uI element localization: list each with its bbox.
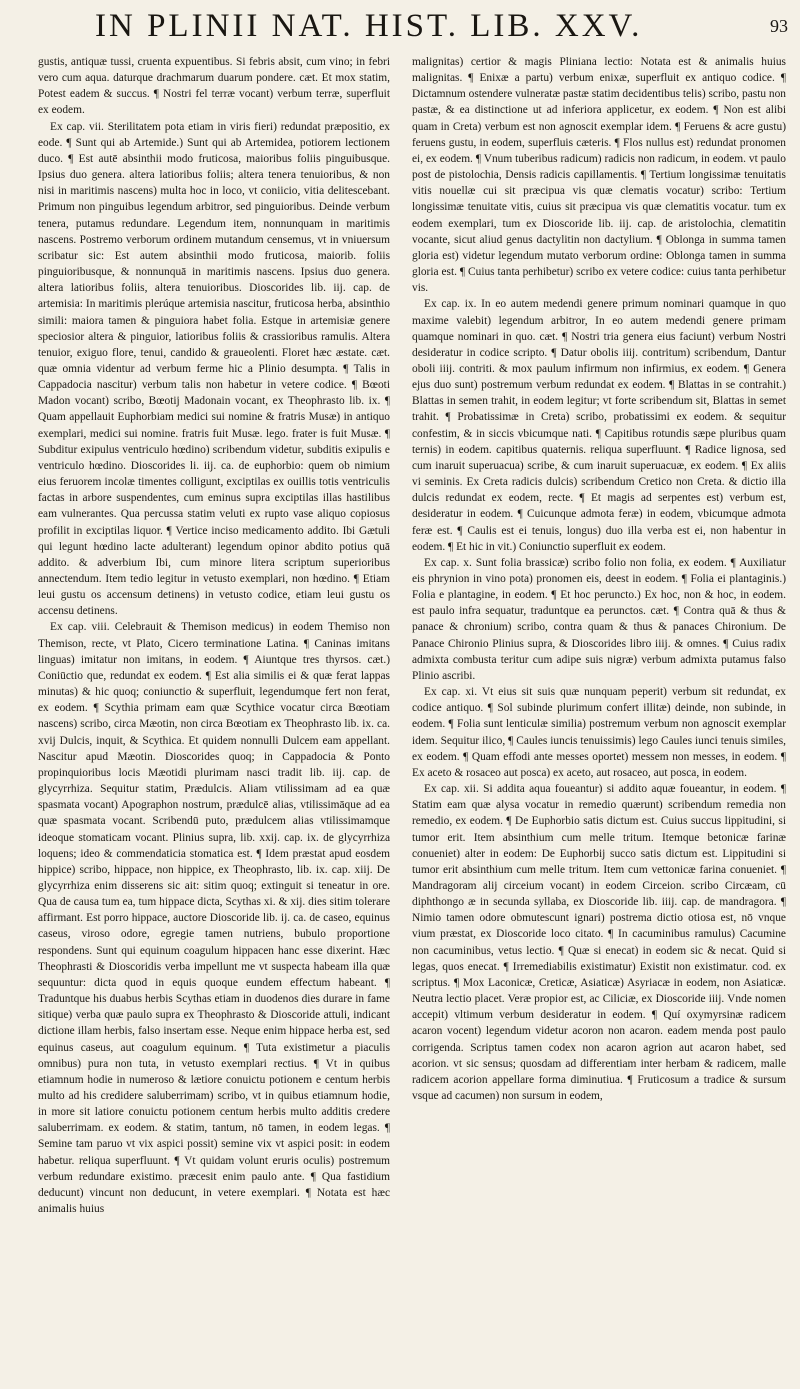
paragraph: Ex cap. ix. In eo autem medendi genere primum nominari quamque in quo maxime valebit) legendum arbitror, In eo autem medendi genere primam quamque nominari in quo. cæt. ¶ Nostri tria genera eius faciunt) verbum Nostri desideratur in codice scripto. ¶ Datur obolis iiij. contritum) scribendum, Dantur oboli iiij. contriti. & mox paulum infirmum non infirmius, ex eodem. ¶ Genera ejus duo sunt) postremum verbum redundat ex eodem. ¶ Blattas in se contrahit.) Blattas in semen trahit, in eodem legitur; vt forte scribendum sit, Blattas in semet trahit. ¶ Probatissimæ in Creta) scribo, probatissimi ex eodem. & sequitur confestim, & in siccis vbicumque nati. ¶ Capitibus rotundis sæpe pluribus quam ternis) in eodem. capitibus quaternis. reliqua superfluunt. ¶ Radice lignosa, sed cum inaruit superuacua) scribe, & cum inaruit superuacuæ, ex eodem. ¶ Ex aliis vi seminis. Ex Creta radicis dulcis) scribendum Cretico non Creta. & dictio illa dulcis redundat ex eodem, recte. ¶ Et magis ad serpentes est) verbum est, desideratur in eodem. ¶ Cuicunque admota feræ) in eodem, vbicumque admota feræ est. ¶ Caulis est ei tenuis, longus) duo illa verba est ei, non habentur in eodem. ¶ Et hic in vit.) Coniunctio superfluit ex eodem. (412, 298, 786, 553)
page-header (0, 6, 800, 50)
column-gutter (398, 56, 399, 1376)
paragraph: Ex cap. x. Sunt folia brassicæ) scribo folio non folia, ex eodem. ¶ Auxiliatur eis phrynion in vino pota) pronomen eis, deest in eodem. ¶ Folia ei plantaginis.) Folia e plantagine, in eodem. ¶ Et hoc peruncto.) Ex hoc, non & hoc, in eodem. est paulo infra sequatur, traduntque ea perunctos. cæt. ¶ Contra quā & thus & panace & chronium) scribo, contra quam & thus & panaces Chironium. De Panace Chironio Plinius supra, & Dioscorides libro iiij. & omnes. ¶ Cuius radix admixta combusta teritur cum adipe suis nigræ) verbum admixta putamus falso Plinio ascribi. (412, 556, 786, 682)
page-number: 93 (770, 16, 788, 36)
paragraph: Ex cap. vii. Sterilitatem pota etiam in viris fieri) redundat præpositio, ex eode. ¶ Sunt qui ab Artemide.) Sunt qui ab Artemidea, potiorem lectionem duco. ¶ Est autē absinthii modo fruticosa, maioribus foliis pinguibusque. Ipsius duo genera. altera latioribus foliis; altera tenera tenuioribus, & non nisi in maritimis nascens) multa hoc in loco, vt coniicio, vitia delitescebant. Primum non pinguibus legendum arbitror, sed pinguioribus. Deinde verbum tenera, putamus redundare. Legendum item, nonnunquam in maritimis nascens. Postremo verborum ordinem mutandum censemus, vt in vniuersum scribatur sic: Est autem absinthii modo fruticosa, maiorib. foliis pinguioribusque, & nonnunquā in maritimis nascens. Ipsius duo genera. altera latioribus foliis, altera tenuioribus. Dioscorides lib. iij. cap. de artemisia: In maritimis plerúque artemisia nascitur, fruticosa herba, absinthio simili: maiora tamen & pinguiora habet folia. Estque in artemisiæ genere speciosior altera & pinguior, latioribus foliis & crassioribus ramulis. Altera tenuior, exiguo flore, tenui, candido & graueolenti. Floret hæc æstate. cæt. quæ omnia videntur ad verbum ferme hic a Plinio desumpta. ¶ Talis in Cappadocia nascitur) verbum talis non habetur in vetere codice. ¶ Bœoti Madon vocant) scribo, Bœotij Madonain vocant, ex Theophrasto lib. ix. ¶ Quam appellauit Euphorbiam medici sui nomine & fratris Musæ) in antiquo exemplari, medici sui nomine. fratris fuit Musæ. lego. frater is fuit Musæ. ¶ Subditur exipulus ventriculo hœdino) scribendum videtur, subditis exipulis e ventriculo hœdino. Dioscorides li. iij. ca. de euphorbio: quem ob nimium eius feruorem incolæ timentes colligunt, exciptilas ex ouillis totis ventriculis factas in arbore suspendentes, cum eminus supra exciptilas illas hastilibus eam vulnerantes. Qua percussa statim veluti ex rupto vase aliquo copiosus profilit in exciptilas liquor. ¶ Vertice inciso medicamento addito. Ibi Gætuli qui legunt hœdino lacte adulterant) legendum opinor abdito potius quā addito. & adverbium Ibi, cum minore litera scriptum superioribus annectendum. Item tedio legitur in vetusto exemplari, non hœdino. ¶ Etiam leui gustu os accensum detinens) in vetusto codice, etiam leui gustu os accensu detinens. (38, 120, 390, 618)
paragraph: Ex cap. viii. Celebrauit & Themison medicus) in eodem Themiso non Themison, recte, vt Plato, Cicero terminatione Latina. ¶ Caninas imitans linguas) imitatur non imitans, in eodem. ¶ Aiuntque tres thyrsos. cæt.) Coniūctio que, redundat ex eodem. ¶ Est alia similis ei & quæ ferat lappas minutas) & hic quoq; coniunctio & superfluit, legendumque fert non ferat, ex eodem. ¶ Scythia primam eam quæ Scythice vocatur circa Bœotiam nascens) scribo, circa Mæotin, non circa Bœotiam ex Theophrasto lib. ix. ca. xvij Dulcis, inquit, & Scythica. Et quidem nonnulli Dulcem eam appellant. Nascitur apud Mæotin. Dioscorides quoq; in Cappadocia & Ponto propinquioribus locis Mæotidi plurimam nasci tradit lib. iij. cap. de glycyrrhiza. Sequitur statim, Prædulcis. Aliam vtilissimam ad ea quæ spasmata vocant) Apographon nostrum, prædulcē alias, vtilissimāque ad ea quæ spasmata vocant. Scribendū puto, prædulcem alias vtilissimamque ideoque stomaticam vocant. Plinius supra, lib. xxij. cap. ix. de glycyrrhiza loquens; ideo & commendaticia stomatica est. ¶ Idem præstat apud eosdem hippice) scribo, hippace, non hippice, ex Theophrasto, lib. ix. cap. xiij. De glycyrrhiza enim disserens sic ait: sitim quoq; extinguit si teneatur in ore. Qua de causa tum ea, tum hippace dicta, Scythas xi. & xij. dies sitim tolerare affirmant. Est porro hippace, auctore Dioscoride lib. ij. ca. de caseo, equinus caseus, viroso odore, egregie tamen nutriens, bubulo proportione respondens. Sunt qui equinum coagulum hippacen hanc esse dixerint. Hæc Theophrasti & Dioscoridis verba impellunt me vt suspecta habeam illa quæ sequuntur: dicta quod in equis quoque eundem effectum habeant. ¶ Traduntque his duabus herbis Scythas etiam in duodenos dies durare in fame sitique) verba quæ paulo supra ex Theophrasto & Dioscoride attuli, indicant dictione illam herbis, falso insertam esse. Neque enim hippace herba est, sed equinus caseus, aut coagulum equinum. ¶ Tuta existimetur a piaculis omnibus) pura non tuta, in vetusto exemplari rectius. ¶ Vt in quibus etiamnum hodie in numeroso & lætiore conuictu potionem e centum herbis multo ad his credidere saluberrimam) scribo, vt in quibus etiamnum hodie, in more sit latiore conuictu potionem centum herbis multo additis credere saluberrimam. ex eodem. & statim, tantum, nō tamen, in eodem legas. ¶ Semine tam paruo vt vix aspici possit) semine vix vt aspici posit: in eodem habetur. reliqua superfluunt. ¶ Vt quidam volunt eruris oculis) postremum verbum redundare existimo. præcesit enim paulo ante. ¶ Qua fastidium deducunt) vincunt non deducunt, in vetere exemplari. ¶ Notata est hæc animalis huius (38, 621, 390, 1216)
right-column (412, 54, 786, 1380)
paragraph: gustis, antiquæ tussi, cruenta expuentibus. Si febris absit, cum vino; in febri vero cum aqua. daturque drachmarum duarum pondere. cæt. Et mox statim, Potest eadem & succus. ¶ Nostri fel terræ vocant) verbum terræ, superfluit ex eodem. (38, 56, 390, 117)
left-column (38, 54, 390, 1380)
running-title: IN PLINII NAT. HIST. LIB. XXV. (95, 8, 643, 44)
paragraph: malignitas) certior & magis Pliniana lectio: Notata est & animalis huius malignitas. ¶ Enixæ a partu) verbum enixæ, superfluit ex antiquo codice. ¶ Dictamnum ostendere vulneratæ pastæ statim decidentibus telis) scribo, pastu non pastæ, & ea distinctione ut ad inferiora applicetur, ex eodem. ¶ Non est alibi quam in Creta) verbum est non agnoscit exemplar idem. ¶ Feruens & acre gustu) feruens gustu, in eodem, superfluis cæteris. ¶ Flos nullus est) redundat pronomen ei, ex eodem. ¶ Vnum tuberibus radicum) radicis non radicum, in eodem. vt paulo post de pistolochia, Densis radicis capillamentis. ¶ Tertium longissimæ tenuitatis vitis nouellæ cui sit præcipua vis quæ clematis vocatur) scribo: Tertium longissimæ tenuitate vitis, cuius sit præcipua vis quæ clematitis vocatur. tum ex eodem exemplari, tum ex Dioscoride lib. iij. cap. de aristolochia, clematitin vocante, sicut aliud genus dactylitin non dactylium. ¶ Oblonga in summa tamen gloria est) videtur legendum mutato verborum ordine: Oblonga tamen in summa gloria est. ¶ Cuius tanta perhibetur) scribo ex vetere codice: cuius tanta perhibetur vis. (412, 56, 786, 295)
paragraph: Ex cap. xi. Vt eius sit suis quæ nunquam peperit) verbum sit redundat, ex codice antiquo. ¶ Sol subinde plurimum confert illitæ) deinde, non subinde, in eodem. ¶ Folia sunt lenticulæ similia) postremum verbum non agnoscit exemplar idem. Sequitur ilico, ¶ Caules iuncis tenuissimis) lego Caules iunci tenuis similes, ex eodem. ¶ Quam effodi ante messes oportet) messem non messes, in eodem. ¶ Ex aceto & rosaceo aut posca) ex aceto, aut rosaceo, aut posca, in eodem. (412, 686, 786, 779)
paragraph: Ex cap. xii. Si addita aqua foueantur) si addito aquæ foueantur, in eodem. ¶ Statim eam quæ alysa vocatur in remedio quærunt) scribendum remedia non remedio, ex eodem. ¶ De Euphorbio satis dictum est. Cuius succus lippitudini, si tumor erit. Item absinthium cum melle tritum. Itemque betonicæ farinæ conueniet) alter in eodem: De Euphorbij succo satis dictum est. Lippitudini si tumor erit absinthium cum melle tritum. Item cum vettonicæ farina conueniet. ¶ Mandragoram alij circeium vocant) in eodem Circeion. scribo Circæam, cū diphthongo æ in secunda syllaba, ex Dioscoride lib. iiij. cap. de mandragora. ¶ Nimio tamen odore obmutescunt ignari) postrema dictio otiosa est, nō vnque vium præstat, ex Dioscoride loco citato. ¶ In cacuminibus ramulus) Cacumine non cacuminibus, vetus lectio. ¶ Quæ si enecat) in eodem sic & necat. Quid si legas, quos enecat. ¶ Irremediabilis existimatur) Existit non existimatur. cod. ex scriptus. ¶ Mox Laconicæ, Creticæ, Asiaticæ) Asyriacæ in eodem, non Asiaticæ. Neutra lectio placet. Veræ propior est, ac Ciliciæ, ex Dioscoride iiij. Vnde nomen accepit) vltimum verbum desideratur in eodem. ¶ Quí oxymyrsinæ radicem acaron vocent) legendum videtur acoron non acaron. eadem menda post paulo corrigenda. Scriptus tamen codex non acaron agrion aut acaron habet, sed acorion. vt sic sensus; quosdam ad differentiam inter herbam & radicem, malle radicem acorion appellare forma diminutiua. ¶ Fruticosum a tradice & sursum vsque ad cacumen) non sursum in eodem, (412, 783, 786, 1102)
